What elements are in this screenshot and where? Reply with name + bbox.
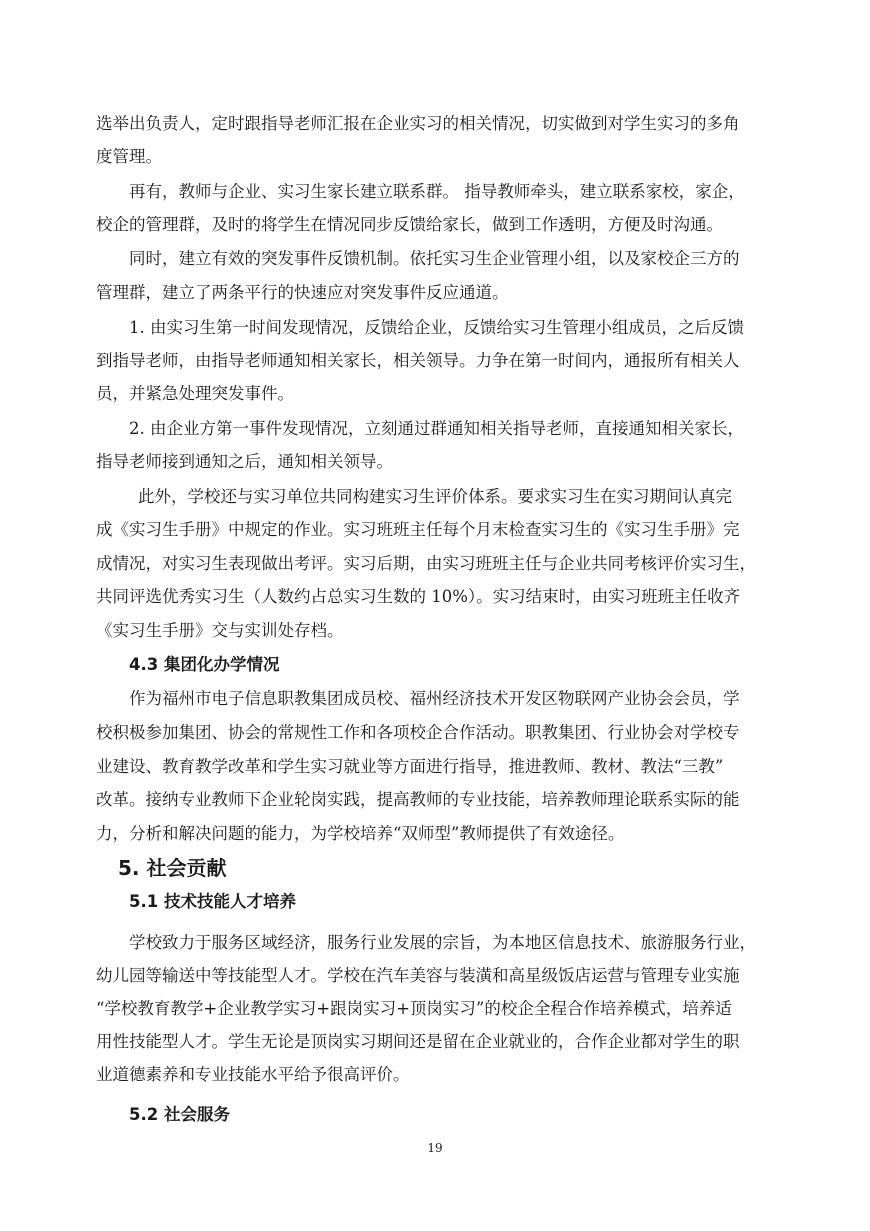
text-line: 校企的管理群，及时的将学生在情况同步反馈给家长，做到工作透明，方便及时沟通。 — [96, 215, 723, 234]
text-line: 改革。接纳专业教师下企业轮岗实践，提高教师的专业技能，培养教师理论联系实际的能 — [96, 790, 740, 809]
text-line: 指导老师接到通知之后，通知相关领导。 — [96, 452, 393, 471]
page-number: 19 — [427, 1141, 443, 1155]
text-line: 选举出负责人，定时跟指导老师汇报在企业实习的相关情况，切实做到对学生实习的多角 — [96, 114, 740, 133]
text-line: 管理群，建立了两条平行的快速应对突发事件反应通道。 — [96, 283, 509, 302]
text-line: 学校致力于服务区域经济，服务行业发展的宗旨，为本地区信息技术、旅游服务行业， — [129, 933, 756, 952]
text-line: 幼儿园等输送中等技能型人才。学校在汽车美容与装潢和高星级饭店运营与管理专业实施 — [96, 966, 740, 985]
section-heading: 5.2 社会服务 — [129, 1105, 230, 1124]
text-line: 力，分析和解决问题的能力，为学校培养“双师型”教师提供了有效途径。 — [96, 824, 625, 843]
text-line: 共同评选优秀实习生（人数约占总实习生数的 10%）。实习结束时，由实习班班主任收齐 — [96, 587, 741, 606]
text-line: 此外，学校还与实习单位共同构建实习生评价体系。要求实习生在实习期间认真完 — [138, 487, 732, 506]
text-line: 成《实习生手册》中规定的作业。实习班班主任每个月末检查实习生的《实习生手册》完 — [96, 520, 740, 539]
text-line: 到指导老师，由指导老师通知相关家长，相关领导。力争在第一时间内，通报所有相关人 — [96, 351, 740, 370]
section-heading: 5.1 技术技能人才培养 — [129, 892, 296, 911]
text-line: 度管理。 — [96, 147, 162, 166]
text-line: 同时，建立有效的突发事件反馈机制。依托实习生企业管理小组，以及家校企三方的 — [129, 249, 740, 268]
text-line: 《实习生手册》交与实训处存档。 — [96, 621, 344, 640]
text-line: 业建设、教育教学改革和学生实习就业等方面进行指导，推进教师、教材、教法“三教” — [96, 757, 724, 776]
text-line: 2. 由企业方第一事件发现情况，立刻通过群通知相关指导老师，直接通知相关家长， — [129, 419, 744, 438]
text-line: 成情况，对实习生表现做出考评。实习后期，由实习班班主任与企业共同考核评价实习生， — [96, 554, 756, 573]
text-line: 校积极参加集团、协会的常规性工作和各项校企合作活动。职教集团、行业协会对学校专 — [96, 723, 740, 742]
text-line: 员，并紧急处理突发事件。 — [96, 384, 294, 403]
section-heading: 4.3 集团化办学情况 — [129, 655, 280, 674]
text-line: 作为福州市电子信息职教集团成员校、福州经济技术开发区物联网产业协会会员，学 — [129, 689, 740, 708]
text-line: 业道德素养和专业技能水平给予很高评价。 — [96, 1065, 410, 1084]
text-line: 再有，教师与企业、实习生家长建立联系群。 指导教师牵头，建立联系家校，家企， — [129, 182, 745, 201]
text-line: 用性技能型人才。学生无论是顶岗实习期间还是留在企业就业的，合作企业都对学生的职 — [96, 1032, 740, 1051]
chapter-heading: 5. 社会贡献 — [118, 856, 227, 880]
text-line: 1. 由实习生第一时间发现情况，反馈给企业，反馈给实习生管理小组成员，之后反馈 — [129, 318, 744, 337]
text-line: “学校教育教学+企业教学实习+跟岗实习+顶岗实习”的校企全程合作培养模式，培养适 — [96, 999, 732, 1018]
